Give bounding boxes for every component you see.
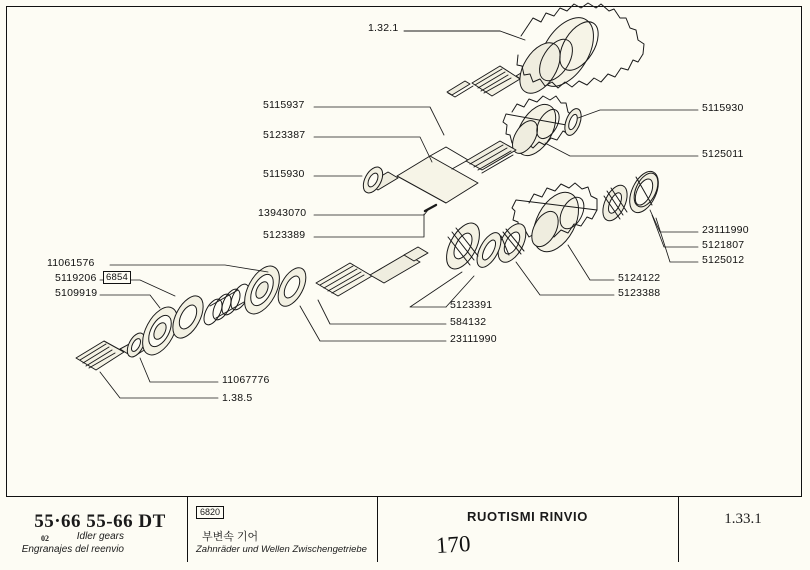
title-english: Idler gears: [76, 531, 124, 542]
callout-5123391: 5123391: [450, 299, 493, 311]
callout-584132: 584132: [450, 316, 487, 328]
title-korean: 부변속 기어: [202, 531, 259, 543]
callout-5123387: 5123387: [263, 129, 306, 141]
page-border: [6, 6, 802, 562]
divider-1: [187, 497, 188, 562]
callout-6854-box: 6854: [103, 271, 131, 284]
callout-5123389: 5123389: [263, 229, 306, 241]
callout-1-32-1: 1.32.1: [368, 22, 399, 34]
title-german: Zahnräder und Wellen Zwischengetriebe: [196, 544, 367, 555]
callout-5125012: 5125012: [702, 254, 745, 266]
callout-23111990-lower: 23111990: [450, 333, 497, 345]
callout-5124122: 5124122: [618, 272, 661, 284]
callout-5121807: 5121807: [702, 239, 745, 251]
callout-11061576: 11061576: [47, 257, 95, 269]
callout-23111990-right: 23111990: [702, 224, 749, 236]
handwritten-note: 170: [435, 530, 472, 559]
callout-13943070: 13943070: [258, 207, 307, 219]
callout-5123388: 5123388: [618, 287, 661, 299]
title-block: [6, 496, 802, 562]
callout-5115937: 5115937: [263, 99, 305, 111]
callout-5115930-left: 5115930: [263, 168, 305, 180]
page-number: 1.33.1: [724, 511, 762, 527]
callout-1-38-5: 1.38.5: [222, 392, 253, 404]
title-spanish: Engranajes del reenvio: [21, 544, 124, 555]
title-italian: RUOTISMI RINVIO: [467, 509, 588, 524]
model-designation: 55·66 55-66 DT: [34, 511, 166, 532]
divider-3: [678, 497, 679, 562]
section-code: 6820: [196, 506, 224, 519]
callout-5119206: 5119206: [55, 272, 97, 284]
callout-5115930-right: 5115930: [702, 102, 744, 114]
divider-2: [377, 497, 378, 562]
callout-5109919: 5109919: [55, 287, 98, 299]
model-revision: 02: [41, 534, 49, 543]
callout-5125011: 5125011: [702, 148, 744, 160]
callout-11067776: 11067776: [222, 374, 270, 386]
